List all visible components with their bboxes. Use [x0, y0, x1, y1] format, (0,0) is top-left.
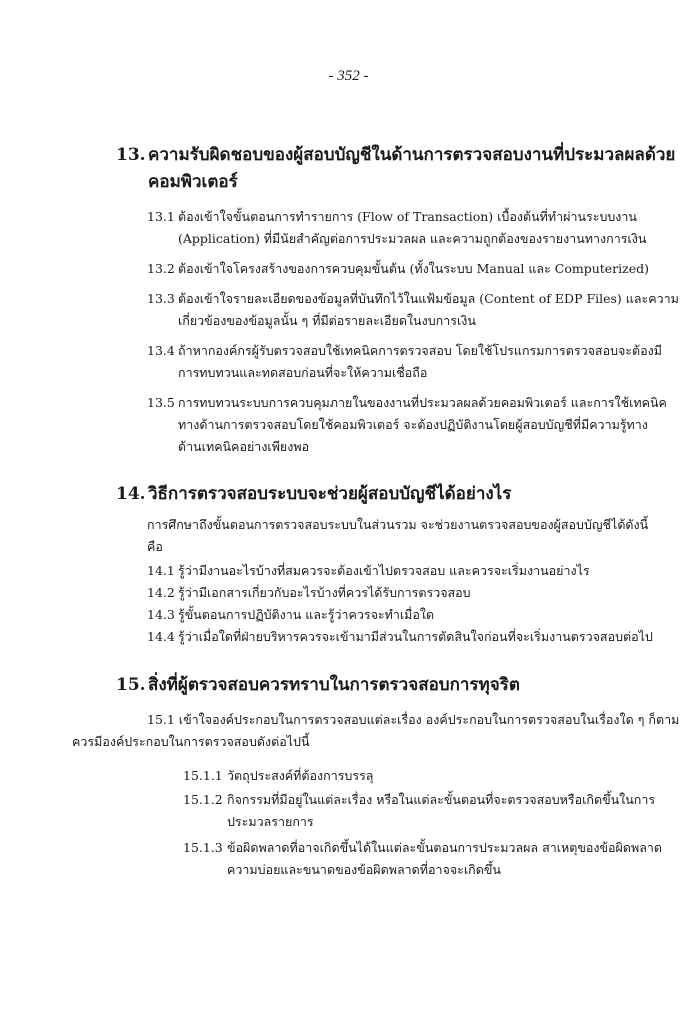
section-number: 15. — [116, 675, 146, 695]
list-item — [147, 626, 697, 648]
item-text-line: ข้อผิดพลาดที่อาจเกิดขึ้นได้ในแต่ละขั้นตอนการประมวลผล สาเหตุของข้อผิดพลาด — [227, 840, 663, 855]
section-heading — [116, 481, 697, 508]
section-heading — [116, 672, 697, 699]
list-item — [147, 604, 697, 626]
item-number: 13.2 — [147, 261, 175, 276]
item-text-line: ถ้าหากองค์กรผู้รับตรวจสอบใช้เทคนิคการตรวจสอบ โดยใช้โปรแกรมการตรวจสอบจะต้องมี — [178, 343, 663, 358]
page-number: - 352 - — [328, 68, 369, 84]
section-title-line: คอมพิวเตอร์ — [148, 172, 238, 192]
item-text-line: ทางด้านการตรวจสอบโดยใช้คอมพิวเตอร์ จะต้องปฏิบัติงานโดยผู้สอบบัญชีที่มีความรู้ทาง — [178, 417, 648, 432]
list-item — [147, 560, 697, 582]
list-item — [147, 582, 697, 604]
section-13 — [0, 142, 697, 458]
intro-line: การศึกษาถึงขั้นตอนการตรวจสอบระบบในส่วนรวม จะช่วยงานตรวจสอบของผู้สอบบัญชีได้ดังนี้ — [147, 517, 649, 532]
list-item — [147, 288, 697, 332]
item-text-line: การทบทวนระบบการควบคุมภายในของงานที่ประมวลผลด้วยคอมพิวเตอร์ และการใช้เทคนิค — [178, 395, 667, 410]
section-14 — [0, 481, 697, 648]
intro-line: ควรมีองค์ประกอบในการตรวจสอบดังต่อไปนี้ — [72, 734, 310, 749]
list-item — [147, 258, 697, 280]
item-number: 14.3 — [147, 607, 175, 622]
item-text-line: ประมวลรายการ — [227, 814, 314, 829]
item-number: 13.5 — [147, 395, 175, 410]
item-text-line: รู้ว่ามีเอกสารเกี่ยวกับอะไรบ้างที่ควรได้รับการตรวจสอบ — [178, 585, 471, 600]
item-text-line: รู้ว่ามีงานอะไรบ้างที่สมควรจะต้องเข้าไปตรวจสอบ และควรจะเริ่มงานอย่างไร — [178, 563, 590, 578]
section-15 — [0, 672, 697, 881]
item-number: 13.3 — [147, 291, 175, 306]
item-text-line: รู้ขั้นตอนการปฏิบัติงาน และรู้ว่าควรจะทำเมื่อใด — [178, 607, 435, 622]
item-number: 15.1.2 — [183, 792, 223, 807]
intro-line: 15.1 เข้าใจองค์ประกอบในการตรวจสอบแต่ละเรื่อง องค์ประกอบในการตรวจสอบในเรื่องใด ๆ ก็ตาม — [147, 712, 680, 727]
list-item — [183, 765, 697, 787]
intro-line: คือ — [147, 539, 163, 554]
list-item — [183, 837, 697, 881]
item-text-line: กิจกรรมที่มีอยู่ในแต่ละเรื่อง หรือในแต่ละขั้นตอนที่จะตรวจสอบหรือเกิดขึ้นในการ — [227, 792, 656, 807]
section-number: 13. — [116, 145, 146, 165]
section-title-line: ความรับผิดชอบของผู้สอบบัญชีในด้านการตรวจสอบงานที่ประมวลผลด้วย — [148, 145, 676, 165]
list-item — [147, 340, 697, 384]
list-item — [183, 789, 697, 833]
item-number: 15.1.1 — [183, 768, 223, 783]
item-text-line: เกี่ยวข้องของข้อมูลนั้น ๆ ที่มีต่อรายละเอียดในงบการเงิน — [178, 313, 476, 328]
item-text-line: ต้องเข้าใจขั้นตอนการทำรายการ (Flow of Transaction) เบื้องต้นที่ทำผ่านระบบงาน — [178, 209, 637, 224]
list-item — [147, 392, 697, 458]
item-number: 14.1 — [147, 563, 175, 578]
item-text-line: รู้ว่าเมื่อใดที่ฝ่ายบริหารควรจะเข้ามามีส่วนในการตัดสินใจก่อนที่จะเริ่มงานตรวจสอบต่อไป — [178, 629, 653, 644]
item-text-line: การทบทวนและทดสอบก่อนที่จะให้ความเชื่อถือ — [178, 365, 428, 380]
item-text-line: ความบ่อยและขนาดของข้อผิดพลาดที่อาจจะเกิดขึ้น — [227, 862, 501, 877]
section-heading — [116, 142, 697, 196]
section-number: 14. — [116, 484, 146, 504]
item-text-line: ด้านเทคนิคอย่างเพียงพอ — [178, 439, 310, 454]
item-number: 13.1 — [147, 209, 175, 224]
item-number: 14.2 — [147, 585, 175, 600]
section-title-line: สิ่งที่ผู้ตรวจสอบควรทราบในการตรวจสอบการทุจริต — [148, 675, 520, 695]
item-text-line: (Application) ที่มีนัยสำคัญต่อการประมวลผล และความถูกต้องของรายงานทางการเงิน — [178, 231, 647, 246]
item-text-line: วัตถุประสงค์ที่ต้องการบรรลุ — [227, 768, 374, 783]
item-number: 13.4 — [147, 343, 175, 358]
section-title-line: วิธีการตรวจสอบระบบจะช่วยผู้สอบบัญชีได้อย่างไร — [148, 484, 512, 504]
section-intro — [0, 709, 697, 753]
item-text-line: ต้องเข้าใจรายละเอียดของข้อมูลที่บันทึกไว้ในแฟ้มข้อมูล (Content of EDP Files) และความ — [178, 291, 679, 306]
item-text-line: ต้องเข้าใจโครงสร้างของการควบคุมขั้นต้น (ทั้งในระบบ Manual และ Computerized) — [178, 261, 650, 276]
item-number: 15.1.3 — [183, 840, 223, 855]
list-item — [147, 206, 697, 250]
section-intro — [147, 514, 697, 558]
item-number: 14.4 — [147, 629, 175, 644]
